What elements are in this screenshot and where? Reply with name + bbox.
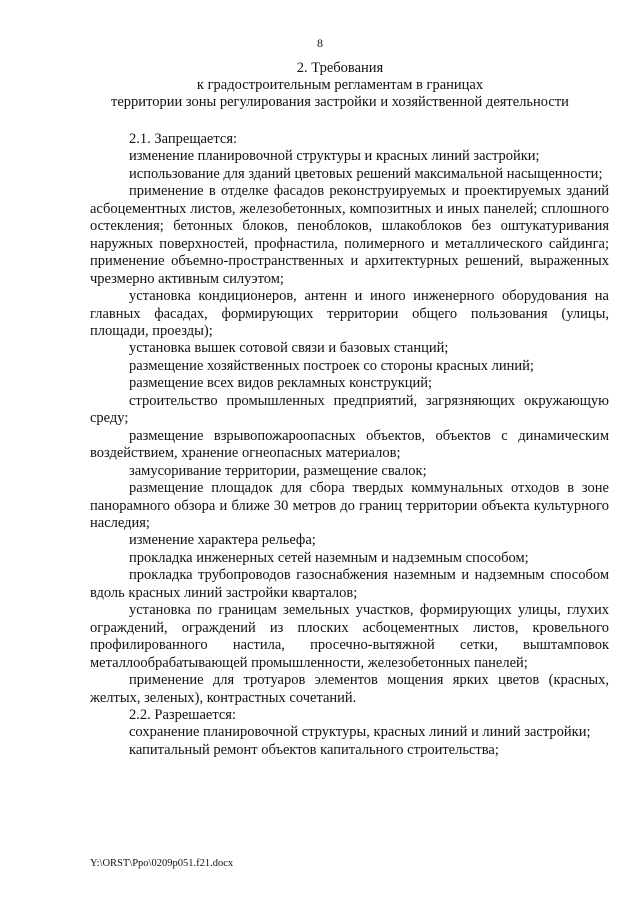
subsection-title: 2.1. Запрещается: <box>129 131 238 147</box>
list-item: использование для зданий цветовых решений максимальной насыщенности; <box>129 165 603 182</box>
heading-line: к градостроительным регламентам в границах <box>196 77 484 93</box>
heading-line: 2. Требования <box>296 60 384 76</box>
list-item: прокладка инженерных сетей наземным и надземным способом; <box>129 549 529 566</box>
heading-line: территории зоны регулирования застройки и хозяйственной деятельности <box>111 94 569 110</box>
list-item: замусоривание территории, размещение свалок; <box>129 462 427 479</box>
list-item: изменение планировочной структуры и красных линий застройки; <box>129 148 540 165</box>
section-heading <box>70 60 610 111</box>
list-item: применение для тротуаров элементов мощения ярких цветов (красных, желтых, зеленых), контрастных сочетаний. <box>90 672 609 706</box>
file-path-footer: Y:\ORST\Ppo\0209p051.f21.docx <box>90 858 234 869</box>
list-item: размещение взрывопожароопасных объектов, объектов с динамическим воздействием, хранение огнеопасных материалов; <box>90 427 609 462</box>
list-item: размещение площадок для сбора твердых коммунальных отходов в зоне панорамного обзора и ближе 30 метров до границ территории объекта культурного наследия; <box>90 480 609 531</box>
page-number: 8 <box>317 36 323 50</box>
list-item: размещение всех видов рекламных конструкций; <box>129 375 433 392</box>
list-item: применение в отделке фасадов реконструируемых и проектируемых зданий асбоцементных листов, железобетонных, композитных и иных панелей; сплошного остекления; бетонных блоков, пеноблоков, шлакоблоков без оштукатуривания наружных поверхностей, профнастила, полимерного и металлического сайдинга; применение объемно-пространственных и архитектурных решений, выраженных чрезмерно активным силуэтом; <box>90 183 609 287</box>
document-body <box>90 131 609 759</box>
list-item: размещение хозяйственных построек со стороны красных линий; <box>129 357 534 374</box>
list-item: прокладка трубопроводов газоснабжения наземным и надземным способом вдоль красных линий застройки кварталов; <box>90 567 609 601</box>
list-item: изменение характера рельефа; <box>129 532 316 549</box>
list-item: сохранение планировочной структуры, красных линий и линий застройки; <box>129 724 591 741</box>
list-item: установка по границам земельных участков, формирующих улицы, глухих ограждений, ограждений из плоских асбоцементных листов, кровельного профилированного настила, просечно-вытяжной сетки, выштамповок металлообрабатывающей промышленности, железобетонных панелей; <box>90 602 609 671</box>
list-item: установка вышек сотовой связи и базовых станций; <box>129 340 449 357</box>
subsection-title: 2.2. Разрешается: <box>129 706 236 723</box>
list-item: установка кондиционеров, антенн и иного инженерного оборудования на главных фасадах, формирующих территории общего пользования (улицы, площади, проезды); <box>90 288 609 339</box>
list-item: строительство промышленных предприятий, загрязняющих окружающую среду; <box>90 392 609 427</box>
list-item: капитальный ремонт объектов капитального строительства; <box>129 741 499 758</box>
